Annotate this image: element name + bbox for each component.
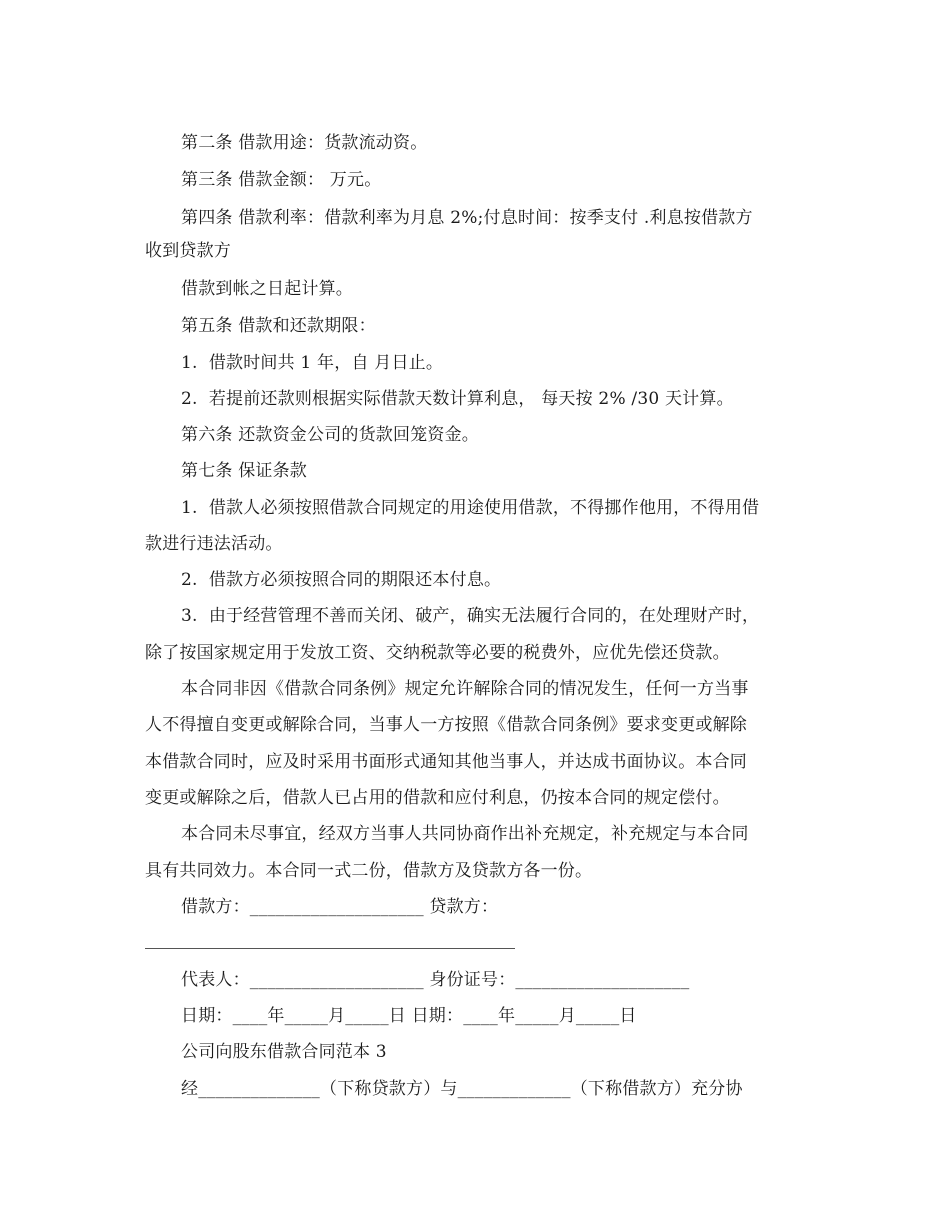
signature-representatives: 代表人：____________________ 身份证号：____________________	[181, 970, 690, 990]
clause-5-term: 第五条 借款和还款期限：	[181, 316, 376, 336]
signature-parties: 借款方：____________________ 贷款方：	[181, 897, 499, 917]
signature-dates: 日期：____年_____月_____日 日期：____年_____月_____日	[181, 1006, 637, 1026]
clause-2-purpose: 第二条 借款用途：货款流动资。	[181, 133, 428, 153]
clause-6-repayment: 第六条 还款资金公司的货款回笼资金。	[181, 425, 480, 445]
clause-7-item-1: 1. 借款人必须按照借款合同规定的用途使用借款，不得挪作他用，不得用借	[181, 498, 760, 518]
clause-4-interest: 第四条 借款利率：借款利率为月息 2%;付息时间：按季支付 .利息按借款方	[181, 208, 753, 228]
clause-4-interest-cont-2: 借款到帐之日起计算。	[181, 279, 353, 299]
paragraph-termination-cont-2: 本借款合同时，应及时采用书面形式通知其他当事人，并达成书面协议。本合同	[145, 752, 747, 772]
clause-7-item-3: 3. 由于经营管理不善而关闭、破产，确实无法履行合同的，在处理财产时，	[181, 606, 760, 626]
clause-5-item-2: 2. 若提前还款则根据实际借款天数计算利息， 每天按 2% /30 天计算。	[181, 389, 734, 409]
clause-5-item-1: 1. 借款时间共 1 年，自 月日止。	[181, 353, 444, 373]
paragraph-termination-cont-1: 人不得擅自变更或解除合同，当事人一方按照《借款合同条例》要求变更或解除	[145, 715, 747, 735]
contract-opening: 经______________（下称贷款方）与_____________（下称借款方）充分协	[181, 1079, 743, 1099]
signature-rule	[145, 948, 515, 949]
clause-7-guarantee: 第七条 保证条款	[181, 461, 308, 481]
clause-7-item-1-cont: 款进行违法活动。	[145, 534, 283, 554]
paragraph-termination-cont-3: 变更或解除之后，借款人已占用的借款和应付利息，仍按本合同的规定偿付。	[145, 788, 730, 808]
paragraph-supplement: 本合同未尽事宜，经双方当事人共同协商作出补充规定，补充规定与本合同	[181, 824, 749, 844]
section-title: 公司向股东借款合同范本 3	[181, 1042, 387, 1062]
clause-7-item-3-cont: 除了按国家规定用于发放工资、交纳税款等必要的税费外，应优先偿还贷款。	[145, 643, 730, 663]
clause-7-item-2: 2. 借款方必须按照合同的期限还本付息。	[181, 570, 502, 590]
paragraph-termination: 本合同非因《借款合同条例》规定允许解除合同的情况发生，任何一方当事	[181, 679, 749, 699]
paragraph-supplement-cont: 具有共同效力。本合同一式二份，借款方及贷款方各一份。	[145, 861, 593, 881]
clause-4-interest-cont: 收到贷款方	[145, 241, 231, 261]
clause-3-amount: 第三条 借款金额： 万元。	[181, 170, 382, 190]
